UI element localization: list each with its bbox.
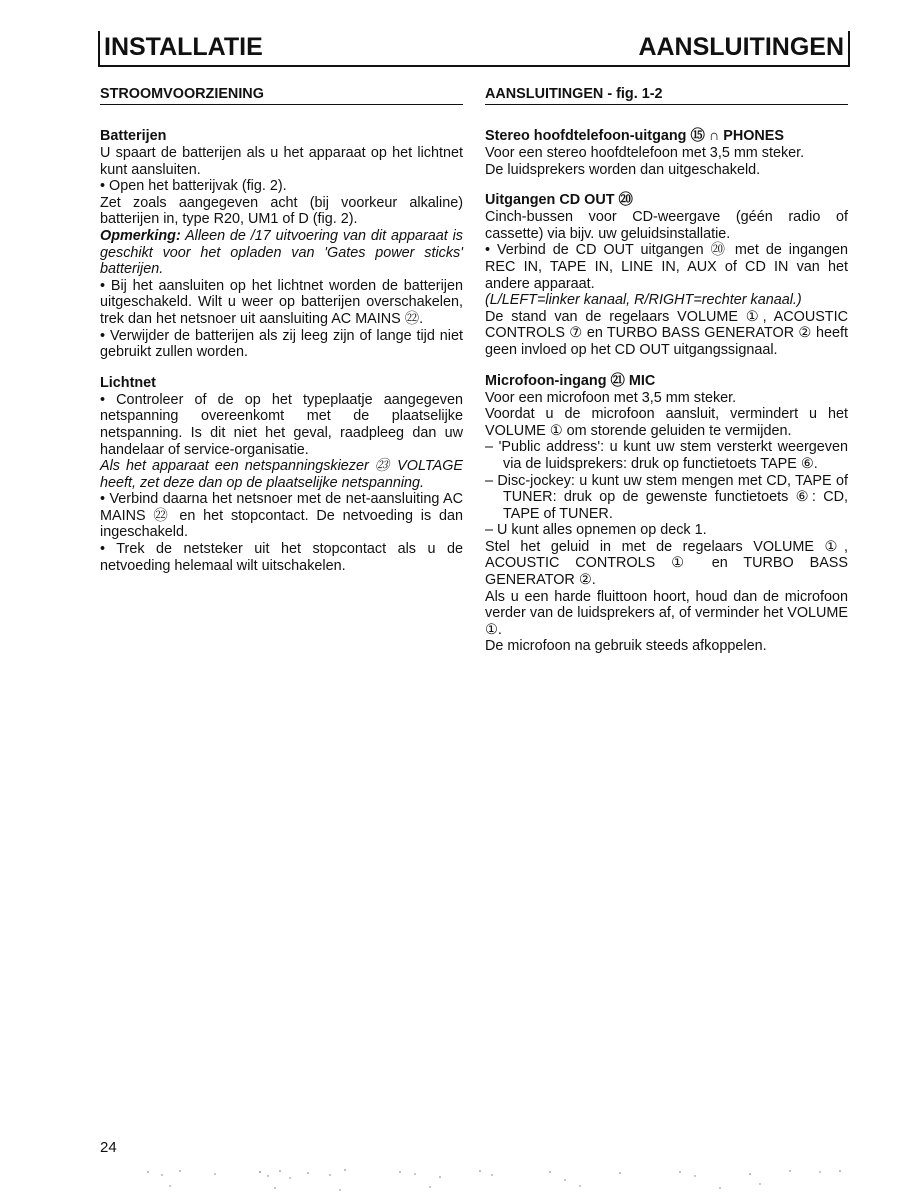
paragraph: U spaart de batterijen als u het apparaat op het lichtnet kunt aansluiten.	[100, 145, 463, 178]
dash-item: – 'Public address': u kunt uw stem versterkt weergeven via de luidsprekers: druk op functietoets TAPE ⑥.	[485, 439, 848, 472]
section-heading-aansluitingen: AANSLUITINGEN - fig. 1-2	[485, 86, 848, 105]
paragraph: De stand van de regelaars VOLUME ①, ACOUSTIC CONTROLS ⑦ en TURBO BASS GENERATOR ② heeft geen invloed op het CD OUT uitgangssignaal.	[485, 308, 848, 358]
italic-note: Als het apparaat een netspanningskiezer ㉓ VOLTAGE heeft, zet deze dan op de plaatselijke netspanning.	[100, 458, 463, 491]
header-title-right: AANSLUITINGEN	[638, 33, 844, 61]
heading-lichtnet: Lichtnet	[100, 374, 156, 391]
bullet-item: • Controleer of de op het typeplaatje aangegeven netspanning overeenkomt met de plaatselijke netspanning. Is dit niet het geval, raadpleeg dan uw handelaar of service-organisatie.	[100, 391, 463, 458]
bullet-item: • Bij het aansluiten op het lichtnet worden de batterijen uitgeschakeld. Wilt u weer op batterijen overschakelen, trek dan het netsnoer uit aansluiting AC MAINS ㉒.	[100, 277, 463, 327]
header-edge-rule	[848, 31, 850, 65]
paragraph: Voor een stereo hoofdtelefoon met 3,5 mm steker.	[485, 145, 805, 161]
right-column	[485, 86, 848, 669]
header-title-left: INSTALLATIE	[104, 33, 263, 61]
note-paragraph	[100, 228, 463, 278]
paragraph: Als u een harde fluittoon hoort, houd dan de microfoon verder van de luidsprekers af, of verminder het VOLUME ①.	[485, 588, 848, 638]
page-number: 24	[100, 1139, 117, 1156]
dash-item: – U kunt alles opnemen op deck 1.	[485, 522, 707, 539]
bullet-item: • Verbind de CD OUT uitgangen ⑳ met de ingangen REC IN, TAPE IN, LINE IN, AUX of CD IN van het andere apparaat.	[485, 242, 848, 292]
dash-item: – Disc-jockey: u kunt uw stem mengen met CD, TAPE of TUNER: druk op de gewenste functietoets ⑥: CD, TAPE of TUNER.	[485, 472, 848, 522]
paragraph: Zet zoals aangegeven acht (bij voorkeur alkaline) batterijen in, type R20, UM1 of D (fig. 2).	[100, 194, 463, 228]
cdout-block	[485, 192, 848, 358]
paragraph: Cinch-bussen voor CD-weergave (géén radio of cassette) via bijv. uw geluidsinstallatie.	[485, 209, 848, 242]
scan-noise	[140, 1166, 860, 1194]
heading-mic: Microfoon-ingang ㉑ MIC	[485, 372, 656, 389]
note-text: Alleen de /17 uitvoering van dit apparaat is geschikt voor het opladen van 'Gates power sticks' batterijen.	[100, 227, 463, 278]
left-column	[100, 86, 463, 588]
bullet-item: • Verwijder de batterijen als zij leeg zijn of lange tijd niet gebruikt zullen worden.	[100, 327, 463, 361]
italic-note: (L/LEFT=linker kanaal, R/RIGHT=rechter kanaal.)	[485, 292, 802, 309]
heading-cd-out: Uitgangen CD OUT ⑳	[485, 192, 633, 209]
paragraph: De microfoon na gebruik steeds afkoppelen.	[485, 638, 767, 655]
mic-block	[485, 373, 848, 656]
batterijen-block	[100, 128, 463, 361]
page-header	[98, 31, 850, 67]
bullet-item: • Open het batterijvak (fig. 2).	[100, 178, 287, 195]
stereo-block	[485, 128, 848, 178]
bullet-item: • Trek de netsteker uit het stopcontact als u de netvoeding helemaal wilt uitschakelen.	[100, 541, 463, 574]
note-label: Opmerking:	[100, 227, 181, 244]
paragraph: Voor een microfoon met 3,5 mm steker.	[485, 389, 737, 406]
section-heading-stroomvoorziening: STROOMVOORZIENING	[100, 86, 463, 105]
paragraph: Stel het geluid in met de regelaars VOLUME ①, ACOUSTIC CONTROLS ① en TURBO BASS GENERATOR ②.	[485, 538, 848, 589]
paragraph: Voordat u de microfoon aansluit, vermindert u het VOLUME ① om storende geluiden te vermijden.	[485, 406, 848, 439]
heading-batterijen: Batterijen	[100, 128, 167, 144]
lichtnet-block	[100, 375, 463, 575]
paragraph: De luidsprekers worden dan uitgeschakeld.	[485, 161, 761, 178]
heading-stereo: Stereo hoofdtelefoon-uitgang ⑮ ∩ PHONES	[485, 128, 784, 144]
bullet-item: • Verbind daarna het netsnoer met de net-aansluiting AC MAINS ㉒ en het stopcontact. De netvoeding is dan ingeschakeld.	[100, 491, 463, 541]
